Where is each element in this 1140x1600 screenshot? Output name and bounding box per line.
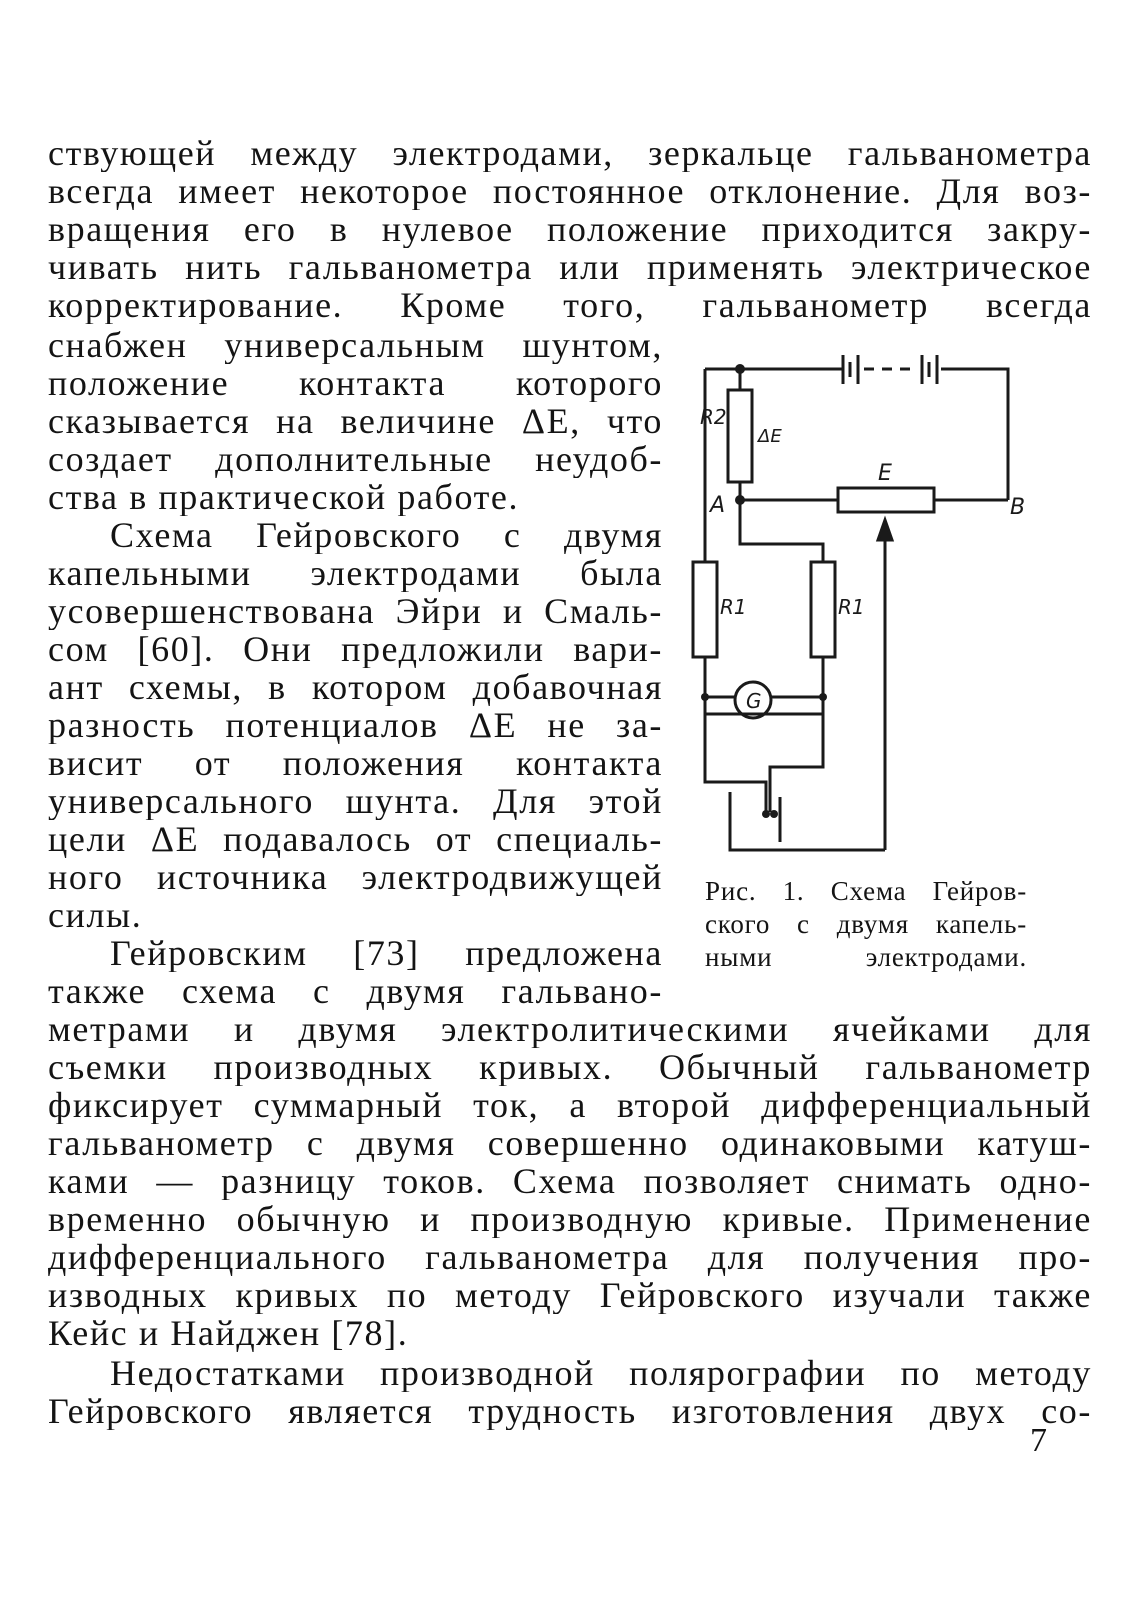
text-line-10: ства в практической работе. <box>48 478 520 516</box>
text-line-9: создает дополнительные неудоб- <box>48 440 663 478</box>
text-line-11: Схема Гейровского с двумя <box>110 516 663 554</box>
circuit-diagram <box>678 352 1058 892</box>
caption-line-1: Рис. 1. Схема Гейров- <box>705 876 1027 906</box>
text-line-24: метрами и двумя электролитическими ячейками для <box>48 1010 1092 1048</box>
label-g: G <box>746 689 762 713</box>
text-line-32: Кейс и Найджен [78]. <box>48 1314 409 1352</box>
resistor-e <box>838 488 934 512</box>
text-line-16: разность потенциалов ΔE не за- <box>48 706 663 744</box>
label-e: E <box>878 461 892 486</box>
text-line-2: всегда имеет некоторое постоянное отклонение. Для воз- <box>48 172 1092 210</box>
text-line-7: положение контакта которого <box>48 364 663 402</box>
wire-a-down <box>740 500 823 562</box>
text-line-23: также схема с двумя гальвано- <box>48 972 663 1010</box>
text-line-20: ного источника электродвижущей <box>48 858 663 896</box>
label-r2: R2 <box>700 405 727 429</box>
text-line-25: съемки производных кривых. Обычный гальванометр <box>48 1048 1092 1086</box>
text-line-8: сказывается на величине ΔE, что <box>48 402 663 440</box>
label-r1-left: R1 <box>720 595 747 619</box>
text-line-13: усовершенствована Эйри и Смаль- <box>48 592 663 630</box>
cell-vessel <box>730 792 885 850</box>
text-line-14: сом [60]. Они предложили вари- <box>48 630 663 668</box>
text-line-22: Гейровским [73] предложена <box>110 934 663 972</box>
electrode-drop-left <box>762 810 770 818</box>
slider-arrow-icon <box>878 520 892 540</box>
junction-dot-top <box>735 364 745 374</box>
caption-line-3: ными электродами. <box>705 942 1027 972</box>
text-line-5: корректирование. Кроме того, гальванометр всегда <box>48 286 1092 324</box>
label-a: A <box>710 493 726 518</box>
text-line-21: силы. <box>48 896 143 934</box>
wire-top-right <box>941 369 1008 500</box>
resistor-r1-right <box>811 562 835 657</box>
text-line-15: ант схемы, в котором добавочная <box>48 668 663 706</box>
text-line-1: ствующей между электродами, зеркальце гальванометра <box>48 134 1092 172</box>
text-line-30: дифференциального гальванометра для получения про- <box>48 1238 1092 1276</box>
junction-dot-g-left <box>701 693 709 701</box>
text-line-34: Гейровского является трудность изготовления двух со- <box>48 1392 1092 1430</box>
text-line-27: гальванометр с двумя совершенно одинаковыми катуш- <box>48 1124 1092 1162</box>
wire-a-to-e <box>740 482 838 500</box>
junction-dot-g-right <box>819 693 827 701</box>
text-line-31: изводных кривых по методу Гейровского изучали также <box>48 1276 1092 1314</box>
label-delta-e: ΔE <box>758 426 782 447</box>
label-b: B <box>1010 495 1026 520</box>
text-line-17: висит от положения контакта <box>48 744 663 782</box>
junction-dot-a <box>735 495 745 505</box>
label-r1-right: R1 <box>838 595 865 619</box>
text-line-3: вращения его в нулевое положение приходится закру- <box>48 210 1092 248</box>
circuit-figure <box>678 352 1058 892</box>
text-line-18: универсального шунта. Для этой <box>48 782 663 820</box>
resistor-r1-left <box>693 562 717 657</box>
text-line-6: снабжен универсальным шунтом, <box>48 326 663 364</box>
text-line-19: цели ΔE подавалось от специаль- <box>48 820 663 858</box>
text-line-12: капельными электродами была <box>48 554 663 592</box>
wire-left-lower <box>705 657 766 812</box>
text-line-26: фиксирует суммарный ток, а второй дифференциальный <box>48 1086 1092 1124</box>
text-line-29: временно обычную и производную кривые. Применение <box>48 1200 1092 1238</box>
resistor-r2 <box>728 390 752 482</box>
electrode-drop-right <box>770 810 778 818</box>
page-number: 7 <box>1030 1422 1047 1459</box>
battery-icon <box>843 355 937 384</box>
caption-line-2: ского с двумя капель- <box>705 909 1027 939</box>
text-line-28: ками — разницу токов. Схема позволяет снимать одно- <box>48 1162 1092 1200</box>
wire-g-bypass <box>705 697 823 714</box>
text-line-4: чивать нить гальванометра или применять электрическое <box>48 248 1092 286</box>
text-line-33: Недостатками производной полярографии по методу <box>110 1354 1092 1392</box>
